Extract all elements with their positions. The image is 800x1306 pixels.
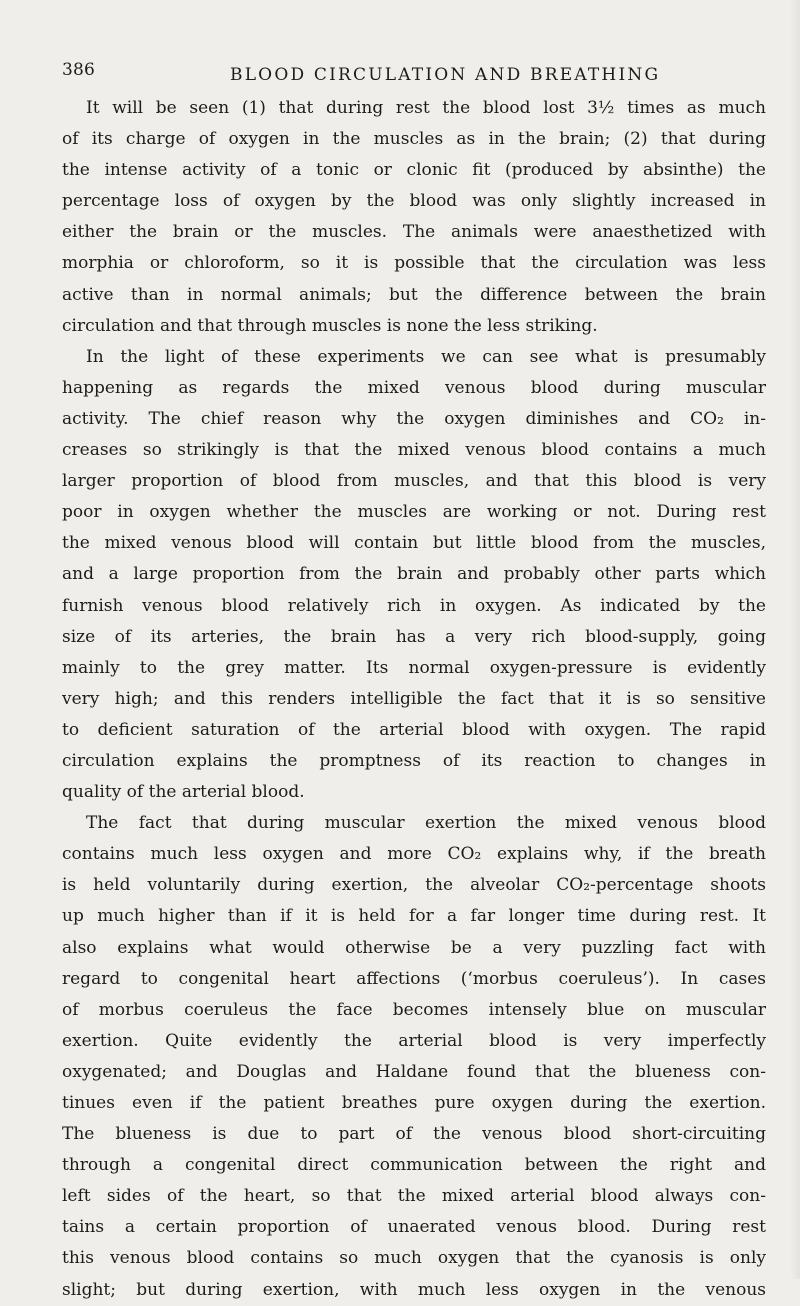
text-line: also explains what would otherwise be a very puzzling fact with [62, 937, 766, 958]
text-line: and a large proportion from the brain and probably other parts which [62, 564, 766, 585]
text-line: slight; but during exertion, with much less oxygen in the venous [62, 1279, 766, 1300]
text-line: the intense activity of a tonic or clonic fit (produced by absinthe) the [62, 160, 766, 181]
text-line: morphia or chloroform, so it is possible that the circulation was less [62, 253, 766, 274]
text-line: The fact that during muscular exertion the mixed venous blood [86, 813, 766, 834]
text-line: contains much less oxygen and more CO₂ explains why, if the breath [62, 844, 766, 865]
text-line: circulation and that through muscles is none the less striking. [62, 315, 598, 336]
text-line: of its charge of oxygen in the muscles as in the brain; (2) that during [62, 129, 766, 150]
page-number: 386 [62, 60, 96, 80]
running-head [62, 60, 762, 90]
text-line: happening as regards the mixed venous blood during muscular [62, 377, 766, 398]
text-line: tains a certain proportion of unaerated venous blood. During rest [62, 1217, 766, 1238]
text-line: through a congenital direct communication between the right and [62, 1155, 766, 1176]
text-line: quality of the arterial blood. [62, 782, 305, 803]
body-text [62, 93, 766, 1306]
text-line: left sides of the heart, so that the mixed arterial blood always con- [62, 1186, 766, 1207]
text-line: In the light of these experiments we can see what is presumably [86, 346, 766, 367]
text-line: oxygenated; and Douglas and Haldane found that the blueness con- [62, 1061, 766, 1082]
text-line: exertion. Quite evidently the arterial blood is very imperfectly [62, 1030, 766, 1051]
text-line: circulation explains the promptness of its reaction to changes in [62, 750, 766, 771]
text-line: creases so strikingly is that the mixed venous blood contains a much [62, 440, 766, 461]
text-line: to deficient saturation of the arterial blood with oxygen. The rapid [62, 719, 766, 740]
text-line: of morbus coeruleus the face becomes intensely blue on muscular [62, 999, 766, 1020]
text-line: activity. The chief reason why the oxygen diminishes and CO₂ in- [62, 408, 766, 429]
text-line: tinues even if the patient breathes pure oxygen during the exertion. [62, 1093, 766, 1113]
text-line: The blueness is due to part of the venous blood short-circuiting [62, 1124, 766, 1145]
text-line: up much higher than if it is held for a far longer time during rest. It [62, 906, 766, 927]
text-line: poor in oxygen whether the muscles are working or not. During rest [62, 502, 766, 523]
page-edge-shadow [790, 0, 800, 1279]
text-line: percentage loss of oxygen by the blood was only slightly increased in [62, 191, 766, 212]
text-line: regard to congenital heart affections (‘morbus coeruleus’). In cases [62, 968, 766, 989]
text-line: is held voluntarily during exertion, the alveolar CO₂-percentage shoots [62, 875, 766, 896]
text-line: larger proportion of blood from muscles, and that this blood is very [62, 471, 766, 492]
text-line: either the brain or the muscles. The animals were anaesthetized with [62, 222, 766, 243]
text-line: It will be seen (1) that during rest the blood lost 3½ times as much [86, 98, 766, 118]
running-title: BLOOD CIRCULATION AND BREATHING [230, 65, 661, 85]
text-line: mainly to the grey matter. Its normal oxygen-pressure is evidently [62, 657, 766, 678]
text-line: active than in normal animals; but the difference between the brain [62, 284, 766, 305]
text-line: the mixed venous blood will contain but little blood from the muscles, [62, 533, 766, 554]
text-line: size of its arteries, the brain has a very rich blood-supply, going [62, 626, 766, 647]
text-line: very high; and this renders intelligible the fact that it is so sensitive [62, 688, 766, 709]
text-line: this venous blood contains so much oxygen that the cyanosis is only [62, 1248, 766, 1269]
text-line: furnish venous blood relatively rich in oxygen. As indicated by the [62, 595, 766, 616]
